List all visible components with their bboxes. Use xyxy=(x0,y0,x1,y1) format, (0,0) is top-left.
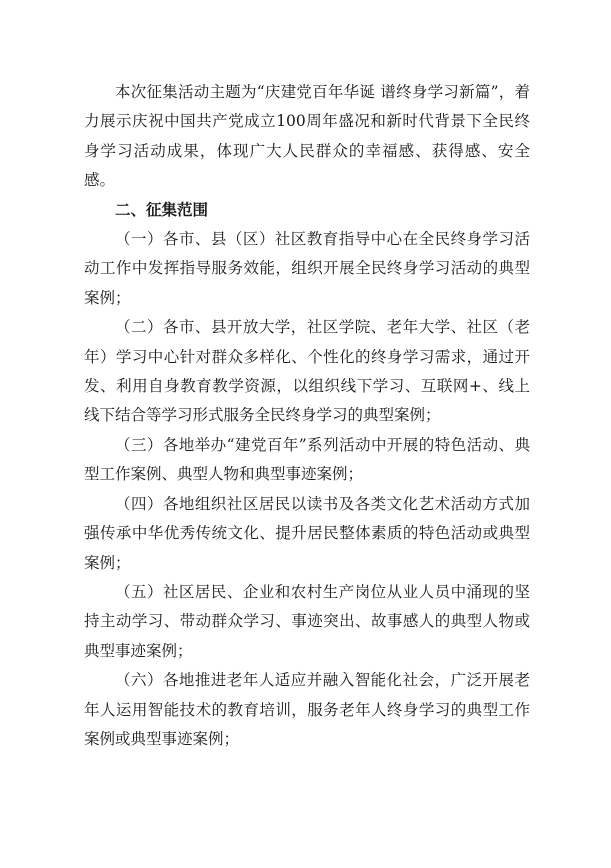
scope-item-1: （一）各市、县（区）社区教育指导中心在全民终身学习活动工作中发挥指导服务效能，组织开展全民终身学习活动的典型案例； xyxy=(84,230,530,307)
scope-item-5: （五）社区居民、企业和农村生产岗位从业人员中涌现的坚持主动学习、带动群众学习、事迹突出、故事感人的典型人物或典型事迹案例； xyxy=(84,582,530,660)
scope-item-6: （六）各地推进老年人适应并融入智能化社会，广泛开展老年人运用智能技术的教育培训，服务老年人终身学习的典型工作案例或典型事迹案例； xyxy=(84,671,530,748)
section-heading: 二、征集范围 xyxy=(115,200,209,219)
scope-item-3: （三）各地举办“建党百年”系列活动中开展的特色活动、典型工作案例、典型人物和典型事迹案例； xyxy=(84,435,530,484)
scope-item-2: （二）各市、县开放大学，社区学院、老年大学、社区（老年）学习中心针对群众多样化、个性化的终身学习需求，通过开发、利用自身教育教学资源，以组织线下学习、互联网+、线上线下结合等学习形式服务全民终身学习的典型案例； xyxy=(84,318,530,425)
document-body xyxy=(84,78,530,754)
scope-item-4: （四）各地组织社区居民以读书及各类文化艺术活动方式加强传承中华优秀传统文化、提升居民整体素质的特色活动或典型案例； xyxy=(84,494,530,572)
intro-paragraph: 本次征集活动主题为“庆建党百年华诞 谱终身学习新篇”，着力展示庆祝中国共产党成立100周年盛况和新时代背景下全民终身学习活动成果，体现广大人民群众的幸福感、获得感、安全感。 xyxy=(84,83,530,190)
